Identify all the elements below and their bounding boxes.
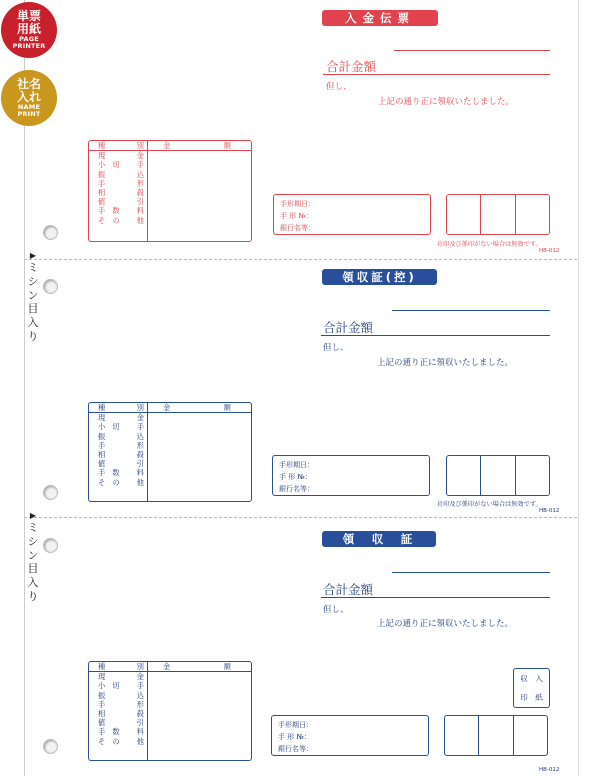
- binding-hole: [43, 225, 58, 240]
- total-amount-line: [323, 74, 550, 75]
- perforation-label: ▶ ミ シ ン 目 入 り: [27, 251, 39, 343]
- bill-info-box: 手形期日： 手 形 №： 銀行名等：: [271, 715, 429, 756]
- page-printer-badge: 単票 用紙 PAGE PRINTER: [1, 2, 57, 58]
- binding-hole: [43, 485, 58, 500]
- bill-info-box: 手形期日： 手 形 №： 銀行名等：: [273, 194, 431, 235]
- tadashi-label: 但し、: [323, 343, 349, 353]
- payment-kind-table: 種 別 金 額 現 金 小 切 手 振 込 手 形 相 殺 値 引 手 数 料 そ の 他: [88, 661, 252, 761]
- seal-boxes: [444, 715, 548, 756]
- perforation-line: [24, 259, 577, 260]
- total-amount-line: [321, 597, 550, 598]
- tadashi-label: 但し、: [323, 605, 349, 615]
- revenue-stamp-box: 収 入 印 紙: [513, 668, 550, 708]
- invalid-note: 社印及び係印がない場合は無効です。: [437, 241, 542, 248]
- total-amount-label: 合計金額: [323, 582, 374, 597]
- binding-hole: [43, 538, 58, 553]
- binding-hole: [43, 279, 58, 294]
- form-title: 入金伝票: [322, 10, 438, 26]
- form-sheet: [24, 0, 579, 776]
- tadashi-label: 但し、: [326, 82, 352, 92]
- perforation-label: ▶ ミ シ ン 目 入 り: [27, 511, 39, 603]
- received-statement: 上記の通り正に領収いたしました。: [377, 619, 514, 629]
- received-statement: 上記の通り正に領収いたしました。: [378, 97, 515, 107]
- header-line: [394, 50, 550, 51]
- bill-info-box: 手形期日： 手 形 №： 銀行名等：: [272, 455, 430, 496]
- payment-kind-table: 種 別 金 額 現 金 小 切 手 振 込 手 形 相 殺 値 引 手 数 料 そ の 他: [88, 140, 252, 242]
- total-amount-label: 合計金額: [326, 59, 377, 74]
- form-title: 領収証(控): [322, 269, 437, 285]
- form-title: 領 収 証: [322, 531, 436, 547]
- perforation-line: [24, 517, 577, 518]
- form-code: HB-012: [539, 508, 560, 514]
- total-amount-line: [321, 335, 550, 336]
- header-line: [392, 310, 550, 311]
- form-code: HB-012: [539, 248, 560, 254]
- binding-hole: [43, 739, 58, 754]
- payment-kind-table: 種 別 金 額 現 金 小 切 手 振 込 手 形 相 殺 値 引 手 数 料 そ の 他: [88, 402, 252, 502]
- header-line: [392, 572, 550, 573]
- received-statement: 上記の通り正に領収いたしました。: [377, 358, 514, 368]
- name-print-badge: 社名 入れ NAME PRINT: [1, 70, 57, 126]
- seal-boxes: [446, 194, 550, 235]
- invalid-note: 社印及び係印がない場合は無効です。: [437, 501, 542, 508]
- total-amount-label: 合計金額: [323, 320, 374, 335]
- form-code: HB-012: [539, 767, 560, 773]
- seal-boxes: [446, 455, 550, 496]
